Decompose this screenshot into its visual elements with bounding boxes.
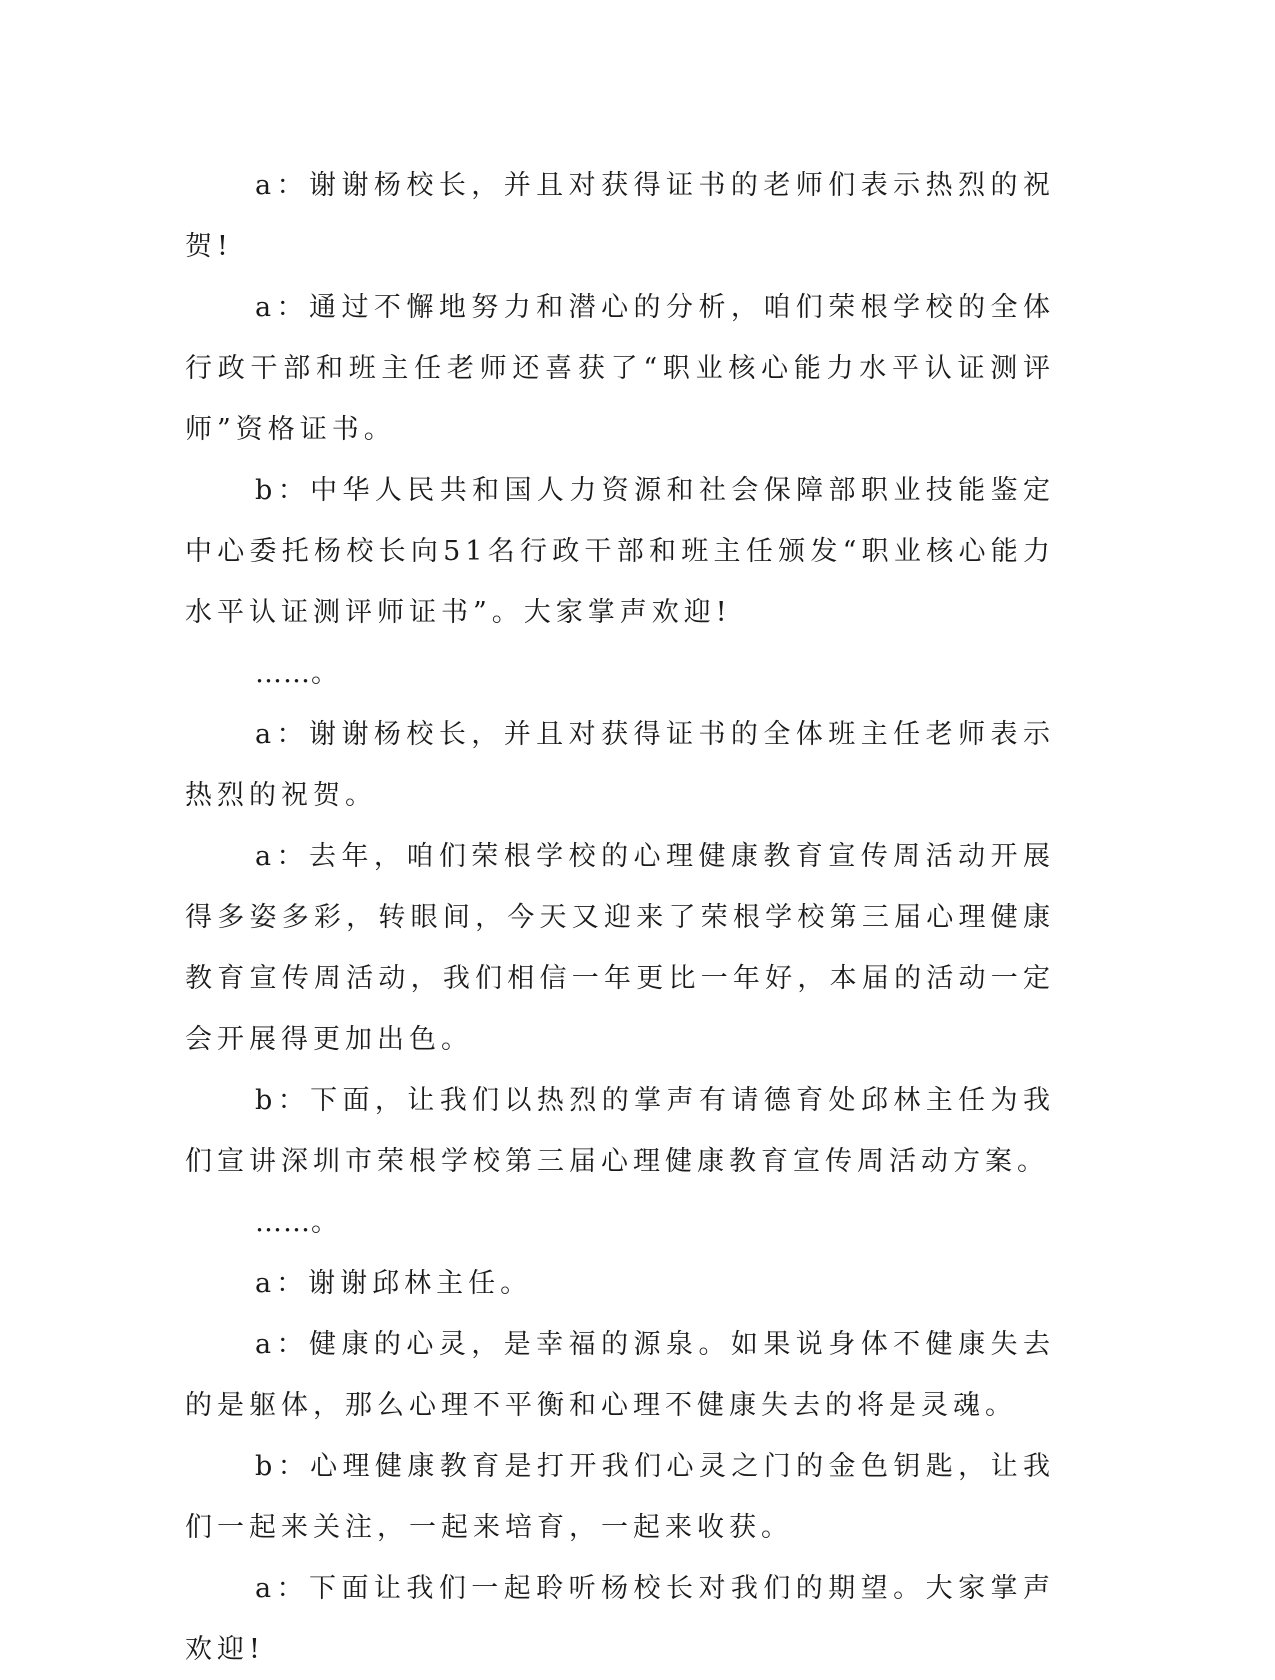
paragraph-7: b：下面，让我们以热烈的掌声有请德育处邱林主任为我们宣讲深圳市荣根学校第三届心理健康教育宣传周活动方案。 bbox=[185, 1085, 1055, 1177]
paragraph-5: a：谢谢杨校长，并且对获得证书的全体班主任老师表示热烈的祝贺。 bbox=[185, 719, 1055, 811]
paragraph-3: b：中华人民共和国人力资源和社会保障部职业技能鉴定中心委托杨校长向51名行政干部和班主任颁发“职业核心能力水平认证测评师证书”。大家掌声欢迎! bbox=[185, 475, 1055, 628]
document-body bbox=[185, 155, 1055, 1680]
paragraph-ellipsis-1: ……。 bbox=[255, 658, 339, 689]
paragraph-1: a：谢谢杨校长，并且对获得证书的老师们表示热烈的祝贺! bbox=[185, 170, 1055, 262]
paragraph-ellipsis-2: ……。 bbox=[255, 1207, 339, 1238]
paragraph-12: a：下面让我们一起聆听杨校长对我们的期望。大家掌声欢迎! bbox=[185, 1573, 1055, 1665]
paragraph-9: a：谢谢邱林主任。 bbox=[255, 1268, 533, 1299]
paragraph-10: a：健康的心灵，是幸福的源泉。如果说身体不健康失去的是躯体，那么心理不平衡和心理不健康失去的将是灵魂。 bbox=[185, 1329, 1055, 1421]
paragraph-2: a：通过不懈地努力和潜心的分析，咱们荣根学校的全体行政干部和班主任老师还喜获了“职业核心能力水平认证测评师”资格证书。 bbox=[185, 292, 1055, 445]
paragraph-11: b：心理健康教育是打开我们心灵之门的金色钥匙，让我们一起来关注，一起来培育，一起来收获。 bbox=[185, 1451, 1055, 1543]
paragraph-6: a：去年，咱们荣根学校的心理健康教育宣传周活动开展得多姿多彩，转眼间，今天又迎来了荣根学校第三届心理健康教育宣传周活动，我们相信一年更比一年好，本届的活动一定会开展得更加出色。 bbox=[185, 841, 1055, 1055]
